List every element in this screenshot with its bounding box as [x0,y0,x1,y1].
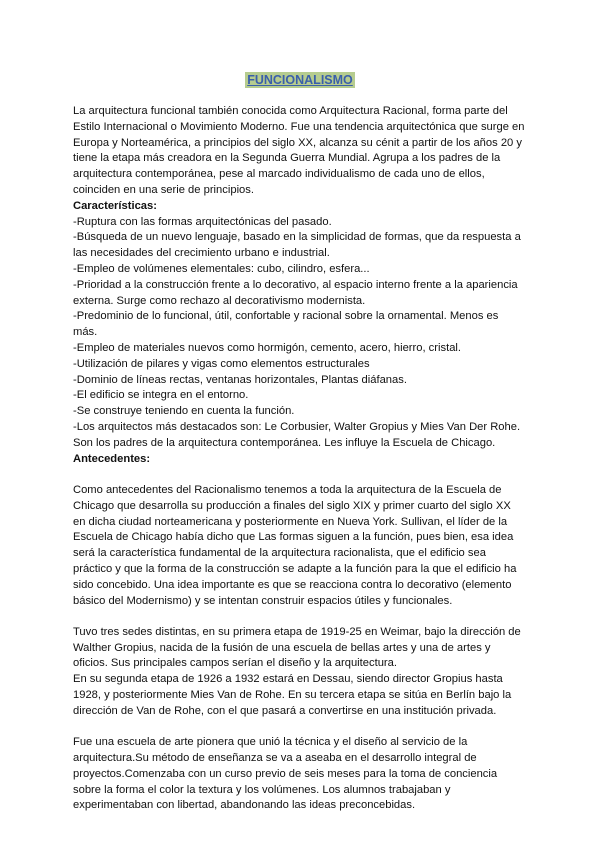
list-item: -Dominio de líneas rectas, ventanas horizontales, Plantas diáfanas. [73,373,407,386]
spacer [73,609,525,625]
spacer [73,720,525,736]
antecedents-paragraph-2: Tuvo tres sedes distintas, en su primera etapa de 1919-25 en Weimar, bajo la dirección de Walther Gropius, nacida de la fusión de una escuela de bellas artes y una de artes y oficios. Sus principales campos serían el diseño y la arquitectura. En su segunda etapa de 1926 a 1932 estará en Dessau, siendo director Gropius hasta 1928, y posteriormente Mies Van de Rohe. En su tercera etapa se sitúa en Berlín bajo la dirección de Van de Rohe, con el que pasará a convertirse en una institución privada. [73,625,521,717]
intro-paragraph: La arquitectura funcional también conocida como Arquitectura Racional, forma parte del Estilo Internacional o Movimiento Moderno. Fue una tendencia arquitectónica que surge en Europa y Norteamérica, a principios del siglo XX, alcanza su cénit a partir de los años 20 y tiene la etapa más creadora en la Segunda Guerra Mundial. Agrupa a los padres de la arquitectura contemporánea, pese al marcado individualismo de cada uno de ellos, coinciden en una serie de principios. [73,105,525,196]
antecedents-paragraph-3: Fue una escuela de arte pionera que unió la técnica y el diseño al servicio de la arquitectura.Su método de enseñanza se va a aseaba en el desarrollo integral de proyectos.Comenzaba con un curso previo de seis meses para la toma de conciencia sobre la forma el color la textura y los volúmenes. Los alumnos trabajaban y experimentaban con libertad, abandonando las ideas preconcebidas. [73,736,498,812]
list-item: -Empleo de materiales nuevos como hormigón, cemento, acero, hierro, cristal. [73,341,462,354]
list-item: -Ruptura con las formas arquitectónicas del pasado. [73,215,332,228]
list-item: -Los arquitectos más destacados son: Le Corbusier, Walter Gropius y Mies Van Der Rohe. Son los padres de la arquitectura contemporánea. Les influye la Escuela de Chicago. [73,420,521,449]
page-title: FUNCIONALISMO [247,73,353,87]
spacer [73,467,525,483]
title-wrap [0,71,600,89]
antecedents-paragraph-1: Como antecedentes del Racionalismo tenemos a toda la arquitectura de la Escuela de Chicago que desarrolla su producción a finales del siglo XIX y primer cuarto del siglo XX en dicha ciudad norteamericana y posteriormente en Nueva York. Sullivan, el líder de la Escuela de Chicago había dicho que Las formas siguen a la función, pues bien, esa idea será la característica fundamental de la arquitectura racionalista, que el edificio sea práctico y que la forma de la construcción se adapte a la función para la que el edificio ha sido concebido. Una idea importante es que se reacciona contra lo decorativo (elemento básico del Modernismo) y se intentan construir espacios útiles y funcionales. [73,483,517,607]
list-item: -Se construye teniendo en cuenta la función. [73,405,295,418]
list-item: -Predominio de lo funcional, útil, confortable y racional sobre la ornamental. Menos es más. [73,310,499,339]
characteristics-heading: Características: [73,199,157,212]
list-item: -El edificio se integra en el entorno. [73,389,249,402]
document-body [73,104,525,814]
characteristics-list [73,215,525,452]
list-item: -Empleo de volúmenes elementales: cubo, cilindro, esfera... [73,262,370,275]
list-item: -Prioridad a la construcción frente a lo decorativo, al espacio interno frente a la apariencia externa. Surge como rechazo al decorativismo modernista. [73,278,518,307]
antecedents-heading: Antecedentes: [73,452,151,465]
list-item: -Búsqueda de un nuevo lenguaje, basado en la simplicidad de formas, que da respuesta a las necesidades del crecimiento urbano e industrial. [73,231,521,260]
list-item: -Utilización de pilares y vigas como elementos estructurales [73,357,370,370]
